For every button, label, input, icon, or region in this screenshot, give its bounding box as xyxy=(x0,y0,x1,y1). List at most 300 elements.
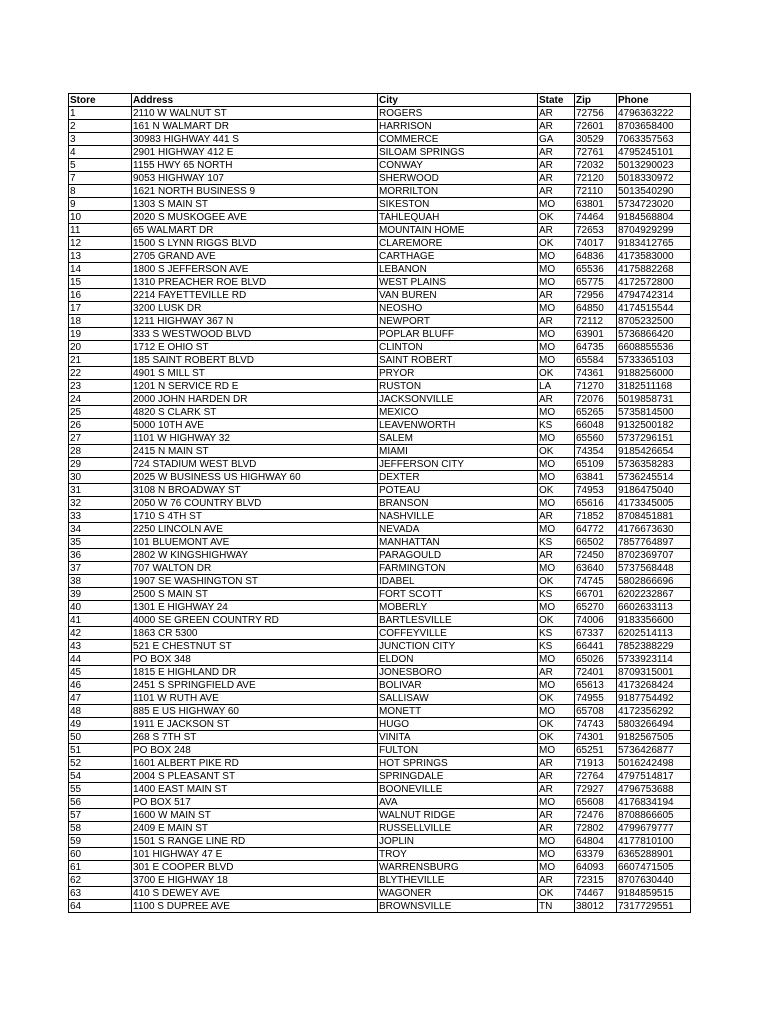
table-row xyxy=(69,549,691,562)
city-cell: NEWPORT xyxy=(378,315,538,328)
address-cell: 1101 W RUTH AVE xyxy=(132,692,378,705)
zip-cell: 65584 xyxy=(575,354,617,367)
address-cell: 9053 HIGHWAY 107 xyxy=(132,172,378,185)
zip-cell: 72927 xyxy=(575,783,617,796)
zip-cell: 63640 xyxy=(575,562,617,575)
zip-cell: 71270 xyxy=(575,380,617,393)
city-cell: LEBANON xyxy=(378,263,538,276)
address-cell: 1400 EAST MAIN ST xyxy=(132,783,378,796)
state-cell: MO xyxy=(538,796,575,809)
city-cell: MIAMI xyxy=(378,445,538,458)
city-cell: BOLIVAR xyxy=(378,679,538,692)
store-cell: 46 xyxy=(69,679,132,692)
store-cell: 15 xyxy=(69,276,132,289)
state-cell: MO xyxy=(538,198,575,211)
table-row xyxy=(69,471,691,484)
zip-cell: 72761 xyxy=(575,146,617,159)
store-cell: 59 xyxy=(69,835,132,848)
zip-cell: 74361 xyxy=(575,367,617,380)
table-row xyxy=(69,133,691,146)
zip-cell: 72956 xyxy=(575,289,617,302)
table-row xyxy=(69,510,691,523)
city-cell: BARTLESVILLE xyxy=(378,614,538,627)
store-cell: 63 xyxy=(69,887,132,900)
table-row xyxy=(69,718,691,731)
zip-cell: 66701 xyxy=(575,588,617,601)
address-cell: 1310 PREACHER ROE BLVD xyxy=(132,276,378,289)
zip-cell: 72076 xyxy=(575,393,617,406)
zip-cell: 72653 xyxy=(575,224,617,237)
zip-cell: 66502 xyxy=(575,536,617,549)
state-cell: MO xyxy=(538,458,575,471)
phone-cell: 9132500182 xyxy=(617,419,691,432)
table-row xyxy=(69,367,691,380)
zip-cell: 72032 xyxy=(575,159,617,172)
city-cell: SALLISAW xyxy=(378,692,538,705)
state-cell: KS xyxy=(538,419,575,432)
store-cell: 41 xyxy=(69,614,132,627)
state-cell: OK xyxy=(538,237,575,250)
address-cell: 724 STADIUM WEST BLVD xyxy=(132,458,378,471)
zip-cell: 74354 xyxy=(575,445,617,458)
city-cell: BLYTHEVILLE xyxy=(378,874,538,887)
address-cell: 1100 S DUPREE AVE xyxy=(132,900,378,913)
state-cell: AR xyxy=(538,289,575,302)
state-cell: AR xyxy=(538,822,575,835)
phone-cell: 5019858731 xyxy=(617,393,691,406)
phone-cell: 4797514817 xyxy=(617,770,691,783)
table-row xyxy=(69,354,691,367)
address-cell: 1211 HIGHWAY 367 N xyxy=(132,315,378,328)
zip-cell: 64850 xyxy=(575,302,617,315)
table-header xyxy=(69,94,691,107)
state-cell: OK xyxy=(538,718,575,731)
state-cell: TN xyxy=(538,900,575,913)
zip-cell: 65608 xyxy=(575,796,617,809)
table-row xyxy=(69,328,691,341)
table-row xyxy=(69,198,691,211)
store-cell: 61 xyxy=(69,861,132,874)
state-cell: OK xyxy=(538,445,575,458)
city-cell: CONWAY xyxy=(378,159,538,172)
address-cell: 333 S WESTWOOD BLVD xyxy=(132,328,378,341)
table-row xyxy=(69,445,691,458)
city-cell: JOPLIN xyxy=(378,835,538,848)
address-cell: 2415 N MAIN ST xyxy=(132,445,378,458)
phone-cell: 5018330972 xyxy=(617,172,691,185)
table-row xyxy=(69,731,691,744)
city-cell: HOT SPRINGS xyxy=(378,757,538,770)
address-cell: 1911 E JACKSON ST xyxy=(132,718,378,731)
phone-cell: 7317729551 xyxy=(617,900,691,913)
state-cell: AR xyxy=(538,809,575,822)
state-cell: MO xyxy=(538,562,575,575)
phone-cell: 7852388229 xyxy=(617,640,691,653)
store-cell: 9 xyxy=(69,198,132,211)
state-cell: MO xyxy=(538,523,575,536)
zip-cell: 74955 xyxy=(575,692,617,705)
table-row xyxy=(69,341,691,354)
phone-cell: 5736866420 xyxy=(617,328,691,341)
phone-cell: 5736245514 xyxy=(617,471,691,484)
store-cell: 30 xyxy=(69,471,132,484)
zip-cell: 65616 xyxy=(575,497,617,510)
zip-cell: 65613 xyxy=(575,679,617,692)
address-cell: 1621 NORTH BUSINESS 9 xyxy=(132,185,378,198)
zip-cell: 74006 xyxy=(575,614,617,627)
store-cell: 27 xyxy=(69,432,132,445)
zip-cell: 72756 xyxy=(575,107,617,120)
address-cell: 4901 S MILL ST xyxy=(132,367,378,380)
state-cell: OK xyxy=(538,484,575,497)
address-cell: 1301 E HIGHWAY 24 xyxy=(132,601,378,614)
store-cell: 58 xyxy=(69,822,132,835)
city-cell: SHERWOOD xyxy=(378,172,538,185)
store-cell: 45 xyxy=(69,666,132,679)
store-cell: 2 xyxy=(69,120,132,133)
city-cell: ROGERS xyxy=(378,107,538,120)
city-cell: JEFFERSON CITY xyxy=(378,458,538,471)
table-row xyxy=(69,757,691,770)
state-cell: AR xyxy=(538,120,575,133)
address-cell: 2025 W BUSINESS US HIGHWAY 60 xyxy=(132,471,378,484)
header-phone: Phone xyxy=(617,94,691,107)
zip-cell: 72476 xyxy=(575,809,617,822)
city-cell: MEXICO xyxy=(378,406,538,419)
address-cell: 2705 GRAND AVE xyxy=(132,250,378,263)
phone-cell: 9186475040 xyxy=(617,484,691,497)
store-cell: 13 xyxy=(69,250,132,263)
zip-cell: 67337 xyxy=(575,627,617,640)
phone-cell: 8709315001 xyxy=(617,666,691,679)
phone-cell: 6608855536 xyxy=(617,341,691,354)
store-cell: 43 xyxy=(69,640,132,653)
address-cell: 101 HIGHWAY 47 E xyxy=(132,848,378,861)
zip-cell: 74467 xyxy=(575,887,617,900)
state-cell: AR xyxy=(538,549,575,562)
city-cell: SAINT ROBERT xyxy=(378,354,538,367)
zip-cell: 72110 xyxy=(575,185,617,198)
zip-cell: 74301 xyxy=(575,731,617,744)
store-cell: 14 xyxy=(69,263,132,276)
state-cell: MO xyxy=(538,653,575,666)
zip-cell: 63801 xyxy=(575,198,617,211)
city-cell: FARMINGTON xyxy=(378,562,538,575)
table-row xyxy=(69,874,691,887)
city-cell: PARAGOULD xyxy=(378,549,538,562)
phone-cell: 4173345005 xyxy=(617,497,691,510)
table-row xyxy=(69,536,691,549)
store-cell: 18 xyxy=(69,315,132,328)
store-cell: 51 xyxy=(69,744,132,757)
phone-cell: 4176673630 xyxy=(617,523,691,536)
state-cell: MO xyxy=(538,302,575,315)
phone-cell: 7063357563 xyxy=(617,133,691,146)
city-cell: SPRINGDALE xyxy=(378,770,538,783)
state-cell: MO xyxy=(538,354,575,367)
zip-cell: 74953 xyxy=(575,484,617,497)
state-cell: MO xyxy=(538,861,575,874)
address-cell: 2409 E MAIN ST xyxy=(132,822,378,835)
city-cell: FULTON xyxy=(378,744,538,757)
city-cell: NASHVILLE xyxy=(378,510,538,523)
address-cell: 1600 W MAIN ST xyxy=(132,809,378,822)
city-cell: ELDON xyxy=(378,653,538,666)
zip-cell: 74745 xyxy=(575,575,617,588)
table-row xyxy=(69,263,691,276)
header-row xyxy=(69,94,691,107)
address-cell: 2110 W WALNUT ST xyxy=(132,107,378,120)
address-cell: 101 BLUEMONT AVE xyxy=(132,536,378,549)
phone-cell: 9185426654 xyxy=(617,445,691,458)
address-cell: PO BOX 517 xyxy=(132,796,378,809)
address-cell: 2451 S SPRINGFIELD AVE xyxy=(132,679,378,692)
phone-cell: 5802866696 xyxy=(617,575,691,588)
phone-cell: 5736426877 xyxy=(617,744,691,757)
store-cell: 21 xyxy=(69,354,132,367)
store-cell: 20 xyxy=(69,341,132,354)
city-cell: NEOSHO xyxy=(378,302,538,315)
store-cell: 24 xyxy=(69,393,132,406)
address-cell: 2500 S MAIN ST xyxy=(132,588,378,601)
city-cell: NEVADA xyxy=(378,523,538,536)
address-cell: 1303 S MAIN ST xyxy=(132,198,378,211)
state-cell: MO xyxy=(538,744,575,757)
store-cell: 1 xyxy=(69,107,132,120)
city-cell: BROWNSVILLE xyxy=(378,900,538,913)
table-row xyxy=(69,692,691,705)
state-cell: MO xyxy=(538,341,575,354)
state-cell: MO xyxy=(538,250,575,263)
address-cell: 65 WALMART DR xyxy=(132,224,378,237)
table-row xyxy=(69,458,691,471)
state-cell: MO xyxy=(538,471,575,484)
store-cell: 16 xyxy=(69,289,132,302)
store-cell: 62 xyxy=(69,874,132,887)
city-cell: WALNUT RIDGE xyxy=(378,809,538,822)
phone-cell: 4175882268 xyxy=(617,263,691,276)
address-cell: 1101 W HIGHWAY 32 xyxy=(132,432,378,445)
phone-cell: 6202514113 xyxy=(617,627,691,640)
table-row xyxy=(69,237,691,250)
city-cell: AVA xyxy=(378,796,538,809)
city-cell: DEXTER xyxy=(378,471,538,484)
state-cell: OK xyxy=(538,575,575,588)
table-row xyxy=(69,159,691,172)
table-row xyxy=(69,172,691,185)
state-cell: OK xyxy=(538,731,575,744)
store-cell: 5 xyxy=(69,159,132,172)
state-cell: MO xyxy=(538,328,575,341)
table-row xyxy=(69,887,691,900)
city-cell: TAHLEQUAH xyxy=(378,211,538,224)
state-cell: MO xyxy=(538,276,575,289)
phone-cell: 6365288901 xyxy=(617,848,691,861)
phone-cell: 5737568448 xyxy=(617,562,691,575)
store-cell: 12 xyxy=(69,237,132,250)
table-row xyxy=(69,289,691,302)
address-cell: 2250 LINCOLN AVE xyxy=(132,523,378,536)
zip-cell: 74017 xyxy=(575,237,617,250)
table-row xyxy=(69,211,691,224)
table-row xyxy=(69,705,691,718)
store-cell: 7 xyxy=(69,172,132,185)
state-cell: MO xyxy=(538,705,575,718)
store-cell: 42 xyxy=(69,627,132,640)
table-row xyxy=(69,146,691,159)
table-row xyxy=(69,315,691,328)
state-cell: AR xyxy=(538,510,575,523)
address-cell: 1710 S 4TH ST xyxy=(132,510,378,523)
table-row xyxy=(69,848,691,861)
city-cell: SIKESTON xyxy=(378,198,538,211)
header-address: Address xyxy=(132,94,378,107)
city-cell: JUNCTION CITY xyxy=(378,640,538,653)
address-cell: 301 E COOPER BLVD xyxy=(132,861,378,874)
zip-cell: 65251 xyxy=(575,744,617,757)
zip-cell: 65708 xyxy=(575,705,617,718)
phone-cell: 9183412765 xyxy=(617,237,691,250)
zip-cell: 66441 xyxy=(575,640,617,653)
store-cell: 25 xyxy=(69,406,132,419)
city-cell: BOONEVILLE xyxy=(378,783,538,796)
phone-cell: 5735814500 xyxy=(617,406,691,419)
phone-cell: 8708866605 xyxy=(617,809,691,822)
store-cell: 55 xyxy=(69,783,132,796)
zip-cell: 64772 xyxy=(575,523,617,536)
state-cell: AR xyxy=(538,146,575,159)
zip-cell: 38012 xyxy=(575,900,617,913)
address-cell: 30983 HIGHWAY 441 S xyxy=(132,133,378,146)
phone-cell: 4172356292 xyxy=(617,705,691,718)
zip-cell: 74743 xyxy=(575,718,617,731)
city-cell: HARRISON xyxy=(378,120,538,133)
zip-cell: 65560 xyxy=(575,432,617,445)
city-cell: MORRILTON xyxy=(378,185,538,198)
zip-cell: 64836 xyxy=(575,250,617,263)
table-row xyxy=(69,250,691,263)
state-cell: AR xyxy=(538,874,575,887)
table-row xyxy=(69,120,691,133)
phone-cell: 5733365103 xyxy=(617,354,691,367)
table-row xyxy=(69,653,691,666)
store-cell: 60 xyxy=(69,848,132,861)
state-cell: AR xyxy=(538,107,575,120)
phone-cell: 4794742314 xyxy=(617,289,691,302)
phone-cell: 9187754492 xyxy=(617,692,691,705)
store-cell: 8 xyxy=(69,185,132,198)
city-cell: WARRENSBURG xyxy=(378,861,538,874)
table-row xyxy=(69,380,691,393)
phone-cell: 9183356600 xyxy=(617,614,691,627)
table-row xyxy=(69,770,691,783)
address-cell: 2020 S MUSKOGEE AVE xyxy=(132,211,378,224)
phone-cell: 8705232500 xyxy=(617,315,691,328)
phone-cell: 6607471505 xyxy=(617,861,691,874)
store-cell: 26 xyxy=(69,419,132,432)
address-cell: PO BOX 248 xyxy=(132,744,378,757)
store-cell: 37 xyxy=(69,562,132,575)
state-cell: AR xyxy=(538,666,575,679)
zip-cell: 65536 xyxy=(575,263,617,276)
phone-cell: 5733923114 xyxy=(617,653,691,666)
city-cell: CARTHAGE xyxy=(378,250,538,263)
table-row xyxy=(69,679,691,692)
city-cell: SALEM xyxy=(378,432,538,445)
header-store: Store xyxy=(69,94,132,107)
phone-cell: 4799679777 xyxy=(617,822,691,835)
city-cell: HUGO xyxy=(378,718,538,731)
city-cell: RUSTON xyxy=(378,380,538,393)
address-cell: 1601 ALBERT PIKE RD xyxy=(132,757,378,770)
address-cell: 1155 HWY 65 NORTH xyxy=(132,159,378,172)
phone-cell: 5016242498 xyxy=(617,757,691,770)
address-cell: 268 S 7TH ST xyxy=(132,731,378,744)
state-cell: AR xyxy=(538,159,575,172)
store-cell: 23 xyxy=(69,380,132,393)
zip-cell: 72802 xyxy=(575,822,617,835)
store-cell: 40 xyxy=(69,601,132,614)
phone-cell: 4176834194 xyxy=(617,796,691,809)
table-row xyxy=(69,900,691,913)
table-row xyxy=(69,276,691,289)
address-cell: 1501 S RANGE LINE RD xyxy=(132,835,378,848)
address-cell: 1800 S JEFFERSON AVE xyxy=(132,263,378,276)
zip-cell: 63379 xyxy=(575,848,617,861)
store-cell: 39 xyxy=(69,588,132,601)
table-row xyxy=(69,835,691,848)
table-row xyxy=(69,588,691,601)
store-cell: 56 xyxy=(69,796,132,809)
address-cell: 185 SAINT ROBERT BLVD xyxy=(132,354,378,367)
phone-cell: 4796363222 xyxy=(617,107,691,120)
table-row xyxy=(69,822,691,835)
header-city: City xyxy=(378,94,538,107)
store-cell: 36 xyxy=(69,549,132,562)
table-row xyxy=(69,393,691,406)
store-cell: 11 xyxy=(69,224,132,237)
state-cell: OK xyxy=(538,211,575,224)
city-cell: SILOAM SPRINGS xyxy=(378,146,538,159)
zip-cell: 66048 xyxy=(575,419,617,432)
phone-cell: 8707630440 xyxy=(617,874,691,887)
address-cell: 3108 N BROADWAY ST xyxy=(132,484,378,497)
phone-cell: 3182511168 xyxy=(617,380,691,393)
zip-cell: 30529 xyxy=(575,133,617,146)
state-cell: KS xyxy=(538,627,575,640)
address-cell: 1712 E OHIO ST xyxy=(132,341,378,354)
store-cell: 19 xyxy=(69,328,132,341)
phone-cell: 4174515544 xyxy=(617,302,691,315)
state-cell: AR xyxy=(538,783,575,796)
table-row xyxy=(69,575,691,588)
table-row xyxy=(69,224,691,237)
address-cell: 1201 N SERVICE RD E xyxy=(132,380,378,393)
store-cell: 57 xyxy=(69,809,132,822)
state-cell: AR xyxy=(538,185,575,198)
address-cell: 4820 S CLARK ST xyxy=(132,406,378,419)
zip-cell: 74464 xyxy=(575,211,617,224)
state-cell: OK xyxy=(538,367,575,380)
phone-cell: 6602633113 xyxy=(617,601,691,614)
city-cell: PRYOR xyxy=(378,367,538,380)
address-cell: 2004 S PLEASANT ST xyxy=(132,770,378,783)
state-cell: MO xyxy=(538,679,575,692)
state-cell: MO xyxy=(538,497,575,510)
city-cell: IDABEL xyxy=(378,575,538,588)
city-cell: CLAREMORE xyxy=(378,237,538,250)
table-row xyxy=(69,744,691,757)
